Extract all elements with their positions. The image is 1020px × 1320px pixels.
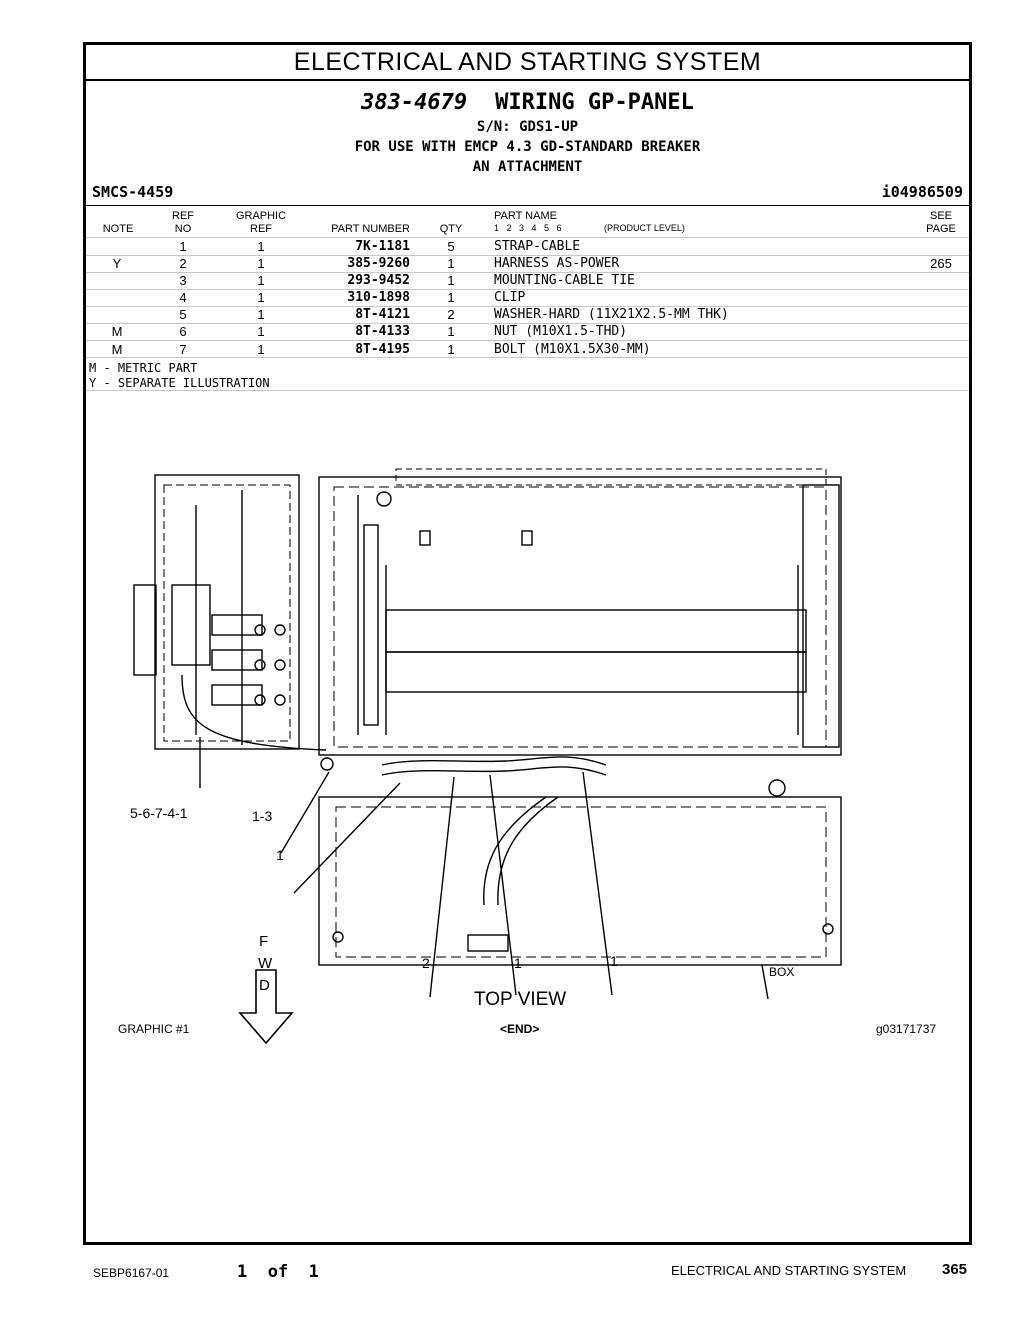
parts-row: 5 1 8T-4121 2 WASHER-HARD (11X21X2.5-MM THK): [179, 307, 729, 322]
parts-row: M 6 1 8T-4133 1 NUT (M10X1.5-THD): [111, 324, 628, 339]
usage-line-1: FOR USE WITH EMCP 4.3 GD-STANDARD BREAKER: [354, 139, 701, 155]
callout-2: 2: [422, 955, 430, 971]
header-part-number: PART NUMBER: [331, 223, 410, 235]
group-name: WIRING GP-PANEL: [495, 90, 694, 115]
fwd-letter-d: D: [259, 977, 270, 994]
main-panel: [319, 477, 841, 755]
parts-row: 1 1 7K-1181 5 STRAP-CABLE: [179, 239, 581, 254]
serial-range: S/N: GDS1-UP: [476, 119, 579, 135]
callout-1-right: 1: [610, 953, 618, 969]
parts-row: M 7 1 8T-4195 1 BOLT (M10X1.5X30-MM): [111, 342, 651, 357]
group-header: [86, 89, 969, 177]
header-qty: QTY: [439, 223, 463, 235]
box: [319, 797, 841, 965]
left-door-panel: [155, 475, 299, 749]
group-part-number: 383-4679: [361, 90, 468, 115]
callout-1-left: 1: [276, 847, 284, 863]
footer-page-of: 1 of 1: [237, 1262, 319, 1282]
see-page-link[interactable]: 265: [930, 256, 952, 271]
parts-row: Y 2 1 385-9260 1 HARNESS AS-POWER 265: [86, 255, 969, 272]
illustration-id: i04986509: [881, 183, 963, 201]
table-top-rule: [86, 205, 969, 206]
header-product-levels: 1 2 3 4 5 6: [494, 223, 562, 233]
fwd-letter-f: F: [259, 933, 269, 950]
footer-page-number: 365: [942, 1261, 968, 1278]
header-graphic-top: GRAPHIC: [235, 210, 287, 222]
legend-metric: M - METRIC PART: [89, 361, 198, 375]
usage-line-2: AN ATTACHMENT: [472, 159, 583, 175]
header-graphic-bottom: REF: [250, 223, 272, 235]
footer-section: ELECTRICAL AND STARTING SYSTEM: [671, 1263, 907, 1278]
header-see-bottom: PAGE: [926, 223, 956, 235]
header-note: NOTE: [102, 223, 134, 235]
callout-5-6-7-4-1: 5-6-7-4-1: [130, 805, 188, 821]
end-label: <END>: [500, 1022, 540, 1036]
view-title: TOP VIEW: [474, 989, 567, 1010]
callout-1-3: 1-3: [252, 808, 273, 824]
smcs-code: SMCS-4459: [92, 183, 174, 201]
parts-row: 4 1 310-1898 1 CLIP: [179, 290, 526, 305]
section-title: ELECTRICAL AND STARTING SYSTEM: [86, 45, 969, 81]
header-ref-bottom: NO: [174, 223, 192, 235]
header-product-level-label: (PRODUCT LEVEL): [604, 223, 685, 233]
box-label: BOX: [769, 965, 795, 979]
wiring-panel-drawing: [86, 445, 969, 1065]
legend-separate-illustration: Y - SEPARATE ILLUSTRATION: [89, 376, 270, 390]
header-see-top: SEE: [929, 210, 952, 222]
header-part-name: PART NAME: [494, 210, 557, 222]
fwd-letter-w: W: [258, 955, 273, 972]
page-frame: [83, 42, 972, 1245]
parts-row: 3 1 293-9452 1 MOUNTING-CABLE TIE: [179, 273, 635, 288]
graphic-label: GRAPHIC #1: [118, 1022, 190, 1036]
header-ref-top: REF: [172, 210, 194, 222]
callout-1-middle: 1: [514, 955, 522, 971]
graphic-id: g03171737: [876, 1022, 937, 1036]
footer-doc-id: SEBP6167-01: [93, 1266, 170, 1280]
